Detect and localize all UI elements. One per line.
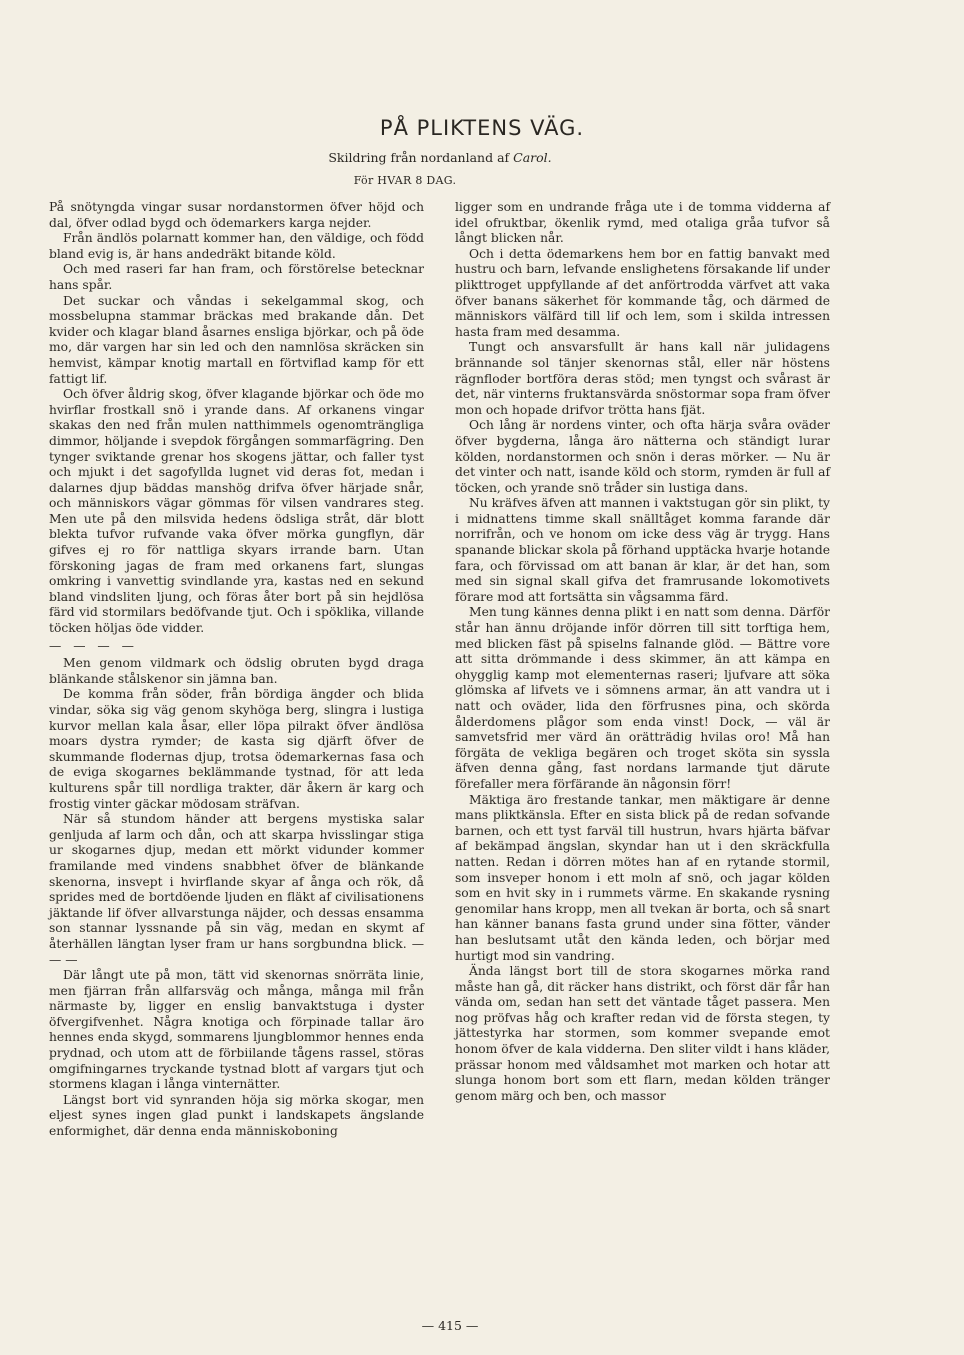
right-column xyxy=(455,200,830,1104)
paragraph: De komma från söder, från bördiga ängder och blida vindar, söka sig väg genom skyhöga berg, slingra i lustiga kurvor mellan kala åsar, eller löpa pilrakt öfver ändlösa moars dystra rymder; de kasta sig djärft öfver de skummande flodernas djup, trotsa ödemarkernas fasa och de eviga skogarnes beklämmande tystnad, för att leda kulturens spår till nordliga trakter, där åkern är karg och frostig vinter gäckar mödosam sträfvan. xyxy=(49,687,424,811)
paragraph: ligger som en undrande fråga ute i de tomma vidderna af idel ofruktbar, ökenlik rymd, med otaliga gråa tufvor så långt blicken når. xyxy=(455,200,830,246)
paragraph: Och med raseri far han fram, och förstörelse betecknar hans spår. xyxy=(49,262,424,292)
article-subtitle xyxy=(0,150,880,165)
paragraph: På snötyngda vingar susar nordanstormen öfver höjd och dal, öfver odlad bygd och ödemarkers karga nejder. xyxy=(49,200,424,230)
paragraph: Och lång är nordens vinter, och ofta härja svåra oväder öfver bygderna, långa äro nätterna och ständigt lurar kölden, nordanstormen och snön i deras mörker. — Nu är det vinter och natt, isande köld och storm, rymden är full af töcken, och yrande snö tråder sin lustiga dans. xyxy=(455,418,830,495)
source-line: För HVAR 8 DAG. xyxy=(353,174,457,187)
paragraph: Där långt ute på mon, tätt vid skenornas snörräta linie, men fjärran från allfarsväg och många, många mil från närmaste by, ligger en enslig banvaktstuga i dyster öfvergifvenhet. Några knotiga och förpinade tallar äro hennes enda skygd, sommarens ljungblommor hennes enda prydnad, och utom att de förbiilande tågens rassel, störas omgifningarnes tryckande tystnad blott af vargars tjut och stormens klagan i långa vinternätter. xyxy=(49,968,424,1092)
article-title: PÅ PLIKTENS VÄG. xyxy=(379,116,585,140)
paragraph: Men tung kännes denna plikt i en natt som denna. Därför står han ännu dröjande inför dörren till sitt torftiga hem, med blicken fäst på spiselns falnande glöd. — Bättre vore att sitta drömmande i dess skimmer, än att kämpa en ohygglig kamp mot elementernas raseri; ljufvare att söka glömska af lifvets ve i sömnens armar, än att vandra ut i natt och oväder, lida den förfrusnes pina, och skörda ålderdomens plågor som enda vinst! Dock, — väl är samvetsfrid mer värd än orätträdig hvilas oro! Må han förgäta de vekliga begären och troget sköta sin syssla äfven denna gång, fast nordans larmande tjut därute förefaller mera förfärande än någonsin förr! xyxy=(455,605,830,791)
paragraph: Nu kräfves äfven att mannen i vaktstugan gör sin plikt, ty i midnattens timme skall snälltåget komma farande där norrifrån, och ve honom om icke dess väg är trygg. Hans spanande blickar skola på förhand upptäcka hvarje hotande fara, och förvissad om att banan är klar, är det han, som med sin signal skall gifva det framrusande lokomotivets förare mod att fortsätta sin vågsamma färd. xyxy=(455,496,830,604)
author-name: Carol. xyxy=(513,150,552,165)
paragraph: Det suckar och våndas i sekelgammal skog, och mossbelupna stammar bräckas med brakande dån. Det kvider och klagar bland åsarnes ensliga björkar, och på öde mo, där vargen har sin led och den namnlösa skräcken sin hemvist, kämpar knotig martall en förtviflad kamp för ett fattigt lif. xyxy=(49,293,424,386)
left-column xyxy=(49,200,424,1140)
paragraph: När så stundom händer att bergens mystiska salar genljuda af larm och dån, och att skarpa hvisslingar stiga ur skogarnes djup, medan ett mörkt vidunder kommer framilande med vindens snabbhet öfver de blänkande skenorna, insvept i hvirflande skyar af ånga och rök, då sprides med de bortdöende ljuden en fläkt af civilisationens jäktande lif öfver allvarstunga näjder, och dessas ensamma son stannar lyssnande på sin väg, medan en skymt af återhällen längtan lyser fram ur hans sorgbundna blick. — — — xyxy=(49,812,424,967)
section-separator: — — — — xyxy=(49,638,138,653)
paragraph: Från ändlös polarnatt kommer han, den väldige, och född bland evig is, är hans andedräkt bitande köld. xyxy=(49,231,424,261)
subtitle-text: Skildring från nordanland af xyxy=(328,150,510,165)
paragraph: Men genom vildmark och ödslig obruten bygd draga blänkande stålskenor sin jämna ban. xyxy=(49,656,424,686)
paragraph: Ända längst bort till de stora skogarnes mörka rand måste han gå, dit räcker hans distrikt, och först där får han vända om, sedan han sett det väntade tåget passera. Men nog pröfvas håg och krafter redan vid de första stegen, ty jättestyrka har stormen, som kommer svepande emot honom öfver de kala vidderna. Den sliter vildt i hans kläder, prässar honom med våldsamhet mot marken och hotar att slunga honom bort som ett flarn, medan kölden tränger genom märg och ben, och massor xyxy=(455,964,830,1103)
paragraph: Och öfver åldrig skog, öfver klagande björkar och öde mo hvirflar frostkall snö i yrande dans. Af orkanens vingar skakas den ned från mulen natthimmels ogenomträngliga dimmor, höljande i svepdok förgången sommarfägring. Den tynger sviktande grenar hos skogens jättar, och faller tyst och mjukt i det sagofyllda lugnet vid deras fot, medan i dalarnes djup bäddas manshög drifva öfver härjade snår, och människors vägar gömmas för vilsen vandrares steg. Men ute på den milsvida hedens ödsliga stråt, där blott blekta tufvor rufvande vaka öfver mörka gungflyn, där gifves ej ro för nattliga skyars irrande barn. Utan förskoning jagas de fram med orkanens fart, slungas omkring i vanvettig svindlande yra, kastas ned en sekund bland vindsliten ljung, och föras åter bort på sin hejdlösa färd vid stormilars bedöfvande tjut. Och i spöklika, villande töcken höljas öde vidder. xyxy=(49,387,424,636)
paragraph: Tungt och ansvarsfullt är hans kall när julidagens brännande sol tänjer skenornas stål, eller när höstens rägnfloder bortföra deras stöd; men tyngst och svårast är det, när vinterns fruktansvärda snöstormar sopa fram öfver mon och hopade drifvor trötta hans fjät. xyxy=(455,340,830,417)
page-number: — 415 — xyxy=(421,1318,479,1333)
paragraph: Och i detta ödemarkens hem bor en fattig banvakt med hustru och barn, lefvande enslighetens försakande lif under plikttroget uppfyllande af det anförtrodda värfvet att vaka öfver banans säkerhet för kommande tåg, och därmed de människors välfärd till lif och lem, som i skilda intressen hasta fram med desamma. xyxy=(455,246,830,339)
paragraph: Längst bort vid synranden höja sig mörka skogar, men eljest synes ingen glad punkt i landskapets ängslande enformighet, där denna enda människoboning xyxy=(49,1092,424,1139)
paragraph: Mäktiga äro frestande tankar, men mäktigare är denne mans pliktkänsla. Efter en sista blick på de redan sofvande barnen, och ett tyst farväl till hustrun, hvars hjärta bäfvar af bekämpad ängslan, skyndar han ut i den skräckfulla natten. Redan i dörren mötes han af en rytande stormil, som insveper honom i ett moln af snö, och jagar kölden som en hvit sky in i rummets värme. En skakande rysning genomilar hans kropp, men all tvekan är borta, och så snart han känner banans fasta grund under sina fötter, vänder han beslutsamt utåt den kända leden, och börjar med hurtigt mod sin vandring. xyxy=(455,792,830,963)
